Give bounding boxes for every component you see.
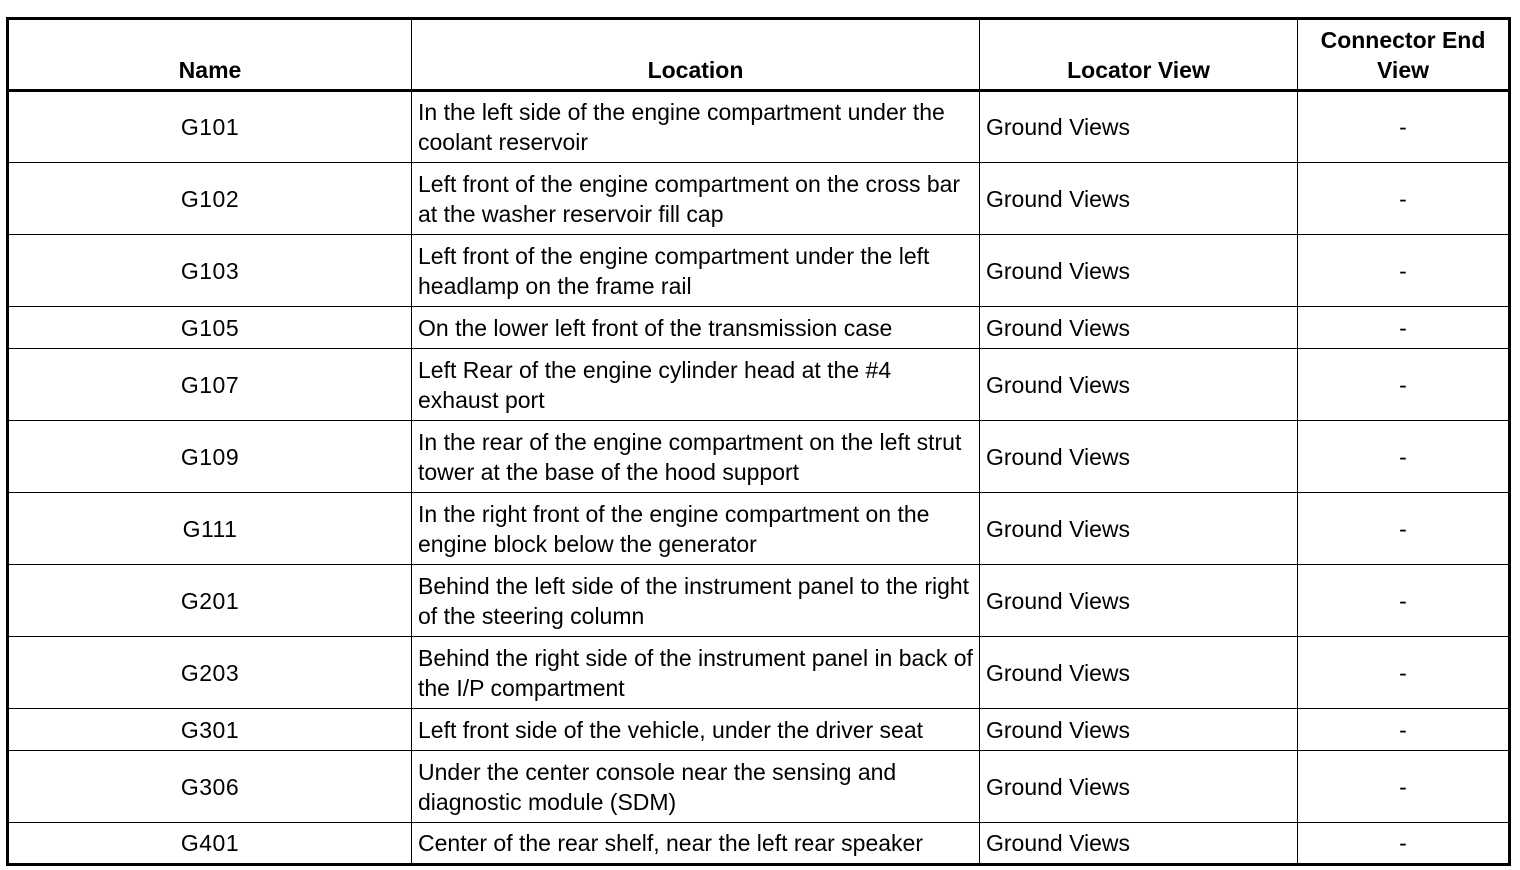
column-header-connector-end-view: Connector End View [1298, 19, 1510, 91]
ground-name-cell: G306 [8, 751, 412, 823]
ground-name-cell: G201 [8, 565, 412, 637]
location-cell: Left front side of the vehicle, under the driver seat [412, 709, 980, 751]
connector-end-view-cell: - [1298, 823, 1510, 865]
locator-view-cell: Ground Views [980, 307, 1298, 349]
ground-name-cell: G107 [8, 349, 412, 421]
column-header-locator-view: Locator View [980, 19, 1298, 91]
location-cell: Behind the right side of the instrument panel in back of the I/P compartment [412, 637, 980, 709]
locator-view-cell: Ground Views [980, 235, 1298, 307]
table-row [8, 349, 1510, 421]
ground-name-cell: G102 [8, 163, 412, 235]
table-row [8, 493, 1510, 565]
connector-end-view-cell: - [1298, 307, 1510, 349]
connector-end-view-cell: - [1298, 349, 1510, 421]
location-cell: Left Rear of the engine cylinder head at the #4 exhaust port [412, 349, 980, 421]
locator-view-cell: Ground Views [980, 163, 1298, 235]
locator-view-cell: Ground Views [980, 637, 1298, 709]
column-header-name: Name [8, 19, 412, 91]
table-row [8, 91, 1510, 163]
locator-view-cell: Ground Views [980, 349, 1298, 421]
ground-name-cell: G103 [8, 235, 412, 307]
connector-end-view-cell: - [1298, 235, 1510, 307]
table-row [8, 709, 1510, 751]
connector-end-view-cell: - [1298, 751, 1510, 823]
table-row [8, 307, 1510, 349]
table-row [8, 637, 1510, 709]
location-cell: Center of the rear shelf, near the left rear speaker [412, 823, 980, 865]
location-cell: Under the center console near the sensing and diagnostic module (SDM) [412, 751, 980, 823]
location-cell: Behind the left side of the instrument panel to the right of the steering column [412, 565, 980, 637]
connector-end-view-cell: - [1298, 565, 1510, 637]
locator-view-cell: Ground Views [980, 91, 1298, 163]
column-header-location: Location [412, 19, 980, 91]
location-cell: On the lower left front of the transmission case [412, 307, 980, 349]
table-row [8, 565, 1510, 637]
table-row [8, 163, 1510, 235]
table-row [8, 823, 1510, 865]
location-cell: Left front of the engine compartment on the cross bar at the washer reservoir fill cap [412, 163, 980, 235]
ground-name-cell: G111 [8, 493, 412, 565]
locator-view-cell: Ground Views [980, 565, 1298, 637]
connector-end-view-cell: - [1298, 421, 1510, 493]
ground-locations-table [6, 17, 1511, 866]
ground-name-cell: G203 [8, 637, 412, 709]
table-row [8, 751, 1510, 823]
ground-name-cell: G109 [8, 421, 412, 493]
connector-end-view-cell: - [1298, 163, 1510, 235]
table-header-row [8, 19, 1510, 91]
location-cell: In the right front of the engine compartment on the engine block below the generator [412, 493, 980, 565]
connector-end-view-cell: - [1298, 709, 1510, 751]
connector-end-view-cell: - [1298, 493, 1510, 565]
table-row [8, 235, 1510, 307]
ground-name-cell: G105 [8, 307, 412, 349]
ground-name-cell: G101 [8, 91, 412, 163]
locator-view-cell: Ground Views [980, 823, 1298, 865]
locator-view-cell: Ground Views [980, 709, 1298, 751]
connector-end-view-cell: - [1298, 637, 1510, 709]
table-row [8, 421, 1510, 493]
location-cell: In the rear of the engine compartment on the left strut tower at the base of the hood support [412, 421, 980, 493]
location-cell: Left front of the engine compartment under the left headlamp on the frame rail [412, 235, 980, 307]
locator-view-cell: Ground Views [980, 421, 1298, 493]
connector-end-view-cell: - [1298, 91, 1510, 163]
ground-name-cell: G301 [8, 709, 412, 751]
locator-view-cell: Ground Views [980, 751, 1298, 823]
ground-name-cell: G401 [8, 823, 412, 865]
locator-view-cell: Ground Views [980, 493, 1298, 565]
location-cell: In the left side of the engine compartment under the coolant reservoir [412, 91, 980, 163]
